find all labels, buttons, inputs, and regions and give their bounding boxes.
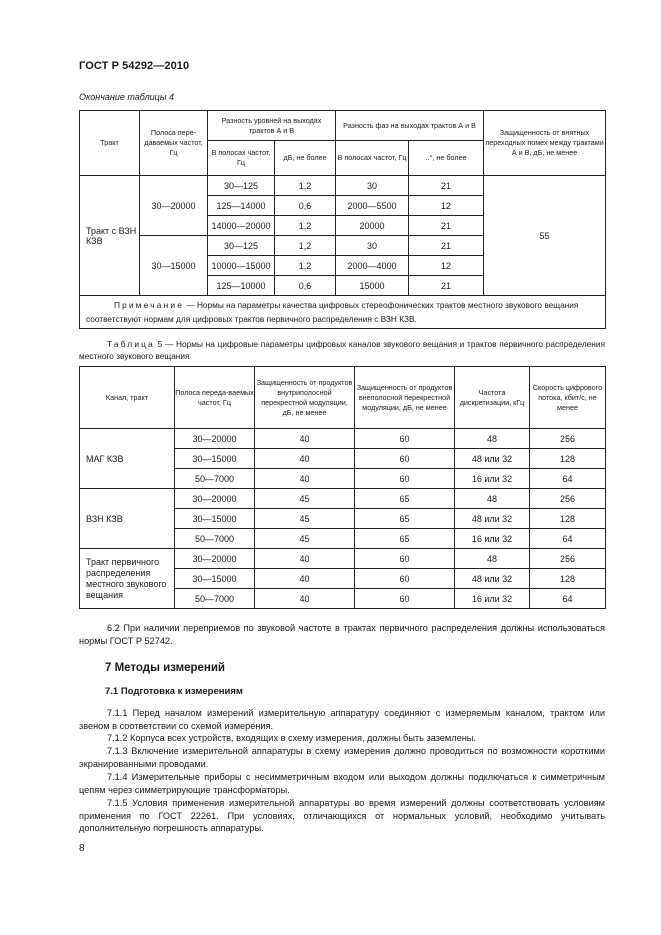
paragraph-7-1-3: 7.1.3 Включение измерительной аппаратуры в схему измерения должно проводиться по возможности короткими экранированными проводами.: [79, 746, 605, 769]
t5-head-sampling: Частота дискретизации, кГц: [455, 367, 530, 429]
document-header: ГОСТ Р 54292—2010: [79, 60, 190, 72]
t5-cell: 256: [530, 549, 606, 569]
t5-cell: 45: [255, 529, 355, 549]
paragraph-6-2: 6.2 При наличии переприемов по звуковой частоте в трактах первичного распределения должны использоваться нормы ГОСТ Р 52742.: [79, 623, 605, 646]
t5-cell: 60: [355, 449, 455, 469]
t4-note: [80, 296, 606, 329]
t5-cell: 50—7000: [175, 529, 255, 549]
t4-band-cell: 30—15000: [140, 236, 208, 296]
t5-cell: 40: [255, 569, 355, 589]
t4-cell: 21: [409, 176, 484, 196]
t5-cell: 65: [355, 509, 455, 529]
t5-cell: 16 или 32: [455, 469, 530, 489]
t5-cell: 60: [355, 469, 455, 489]
t4-cell: 0,6: [275, 196, 336, 216]
t5-cell: 30—15000: [175, 449, 255, 469]
t5-cell: 30—20000: [175, 489, 255, 509]
t4-cell: 14000—20000: [208, 216, 275, 236]
t4-cell: 125—10000: [208, 276, 275, 296]
t5-cell: 40: [255, 429, 355, 449]
t4-cell: 20000: [336, 216, 409, 236]
t5-cell: 40: [255, 549, 355, 569]
t5-cell: 65: [355, 529, 455, 549]
table-row: [80, 429, 606, 449]
paragraph-7-1-2: 7.1.2 Корпуса всех устройств, входящих в схему измерения, должны быть заземлены.: [107, 733, 476, 743]
t4-cell: 15000: [336, 276, 409, 296]
t4-head-protection: Защищенность от внятных переходных помех между трактами А и В, дБ, не менее: [484, 111, 606, 176]
t4-band-cell: 30—20000: [140, 176, 208, 236]
t4-cell: 2000—4000: [336, 256, 409, 276]
table-row: [80, 489, 606, 509]
t4-trakt-label: Тракт с ВЗН КЗВ: [80, 176, 140, 296]
table5-caption-text: 5 — Нормы на цифровые параметры цифровых каналов звукового вещания и трактов первичного распределения местного звукового вещания: [79, 339, 605, 361]
t4-cell: 21: [409, 236, 484, 256]
t5-cell: 40: [255, 589, 355, 609]
t5-head-bitrate: Скорость цифрового потока, кбит/с, не менее: [530, 367, 606, 429]
table5-caption-label: Таблица: [107, 339, 155, 349]
t4-cell: 12: [409, 256, 484, 276]
t5-head-band: Полоса переда-ваемых частот, Гц: [175, 367, 255, 429]
t4-cell: 30—125: [208, 236, 275, 256]
t5-cell: 45: [255, 489, 355, 509]
t5-cell: 64: [530, 529, 606, 549]
t5-head-in-band: Защищенность от продуктов внутриполосной перекрестной модуляции, дБ, не менее: [255, 367, 355, 429]
t5-cell: 60: [355, 549, 455, 569]
note-label: Примечание: [114, 300, 185, 310]
table4-caption: Окончание таблицы 4: [79, 92, 174, 102]
t5-cell: 50—7000: [175, 469, 255, 489]
t4-head-level-db: дБ, не более: [275, 141, 336, 176]
section-7-1-heading: 7.1 Подготовка к измерениям: [105, 686, 243, 697]
t4-head-level-bands: В полосах частот, Гц: [208, 141, 275, 176]
t4-cell: 1,2: [275, 216, 336, 236]
t5-head-channel: Канал, тракт: [80, 367, 175, 429]
t5-cell: 256: [530, 429, 606, 449]
t5-cell: 40: [255, 469, 355, 489]
table-4: [79, 110, 606, 329]
t4-head-phase-deg: ..°, не более: [409, 141, 484, 176]
t5-cell: 48: [455, 549, 530, 569]
t5-cell: 30—15000: [175, 569, 255, 589]
t5-cell: 50—7000: [175, 589, 255, 609]
t4-cell: 30—125: [208, 176, 275, 196]
t5-cell: 40: [255, 449, 355, 469]
t5-cell: 48 или 32: [455, 449, 530, 469]
t5-cell: 48 или 32: [455, 569, 530, 589]
t4-cell: 21: [409, 276, 484, 296]
t5-cell: 128: [530, 569, 606, 589]
t5-channel-name: ВЗН КЗВ: [80, 489, 175, 549]
table5-caption: [79, 338, 605, 362]
t5-cell: 30—20000: [175, 429, 255, 449]
t5-cell: 16 или 32: [455, 529, 530, 549]
t4-cell: 21: [409, 216, 484, 236]
t5-cell: 30—20000: [175, 549, 255, 569]
t5-channel-name: МАГ КЗВ: [80, 429, 175, 489]
t5-head-out-band: Защищенность от продуктов внеполосной перекрестной модуляции, дБ, не менее: [355, 367, 455, 429]
t5-cell: 128: [530, 509, 606, 529]
t4-cell: 1,2: [275, 176, 336, 196]
paragraph-7-1-4: 7.1.4 Измерительные приборы с несимметричным входом или выходом должны подключаться к симметричным цепям через симметрирующие трансформаторы.: [79, 772, 605, 795]
t5-cell: 60: [355, 589, 455, 609]
paragraph-7-1-1: 7.1.1 Перед началом измерений измерительную аппаратуру соединяют с измеряемым каналом, трактом или звеном в соответствии со схемой измерения.: [79, 708, 605, 731]
t4-cell: 125—14000: [208, 196, 275, 216]
t5-cell: 45: [255, 509, 355, 529]
t5-cell: 64: [530, 469, 606, 489]
t5-cell: 16 или 32: [455, 589, 530, 609]
t4-cell: 2000—5500: [336, 196, 409, 216]
t4-head-trakt: Тракт: [80, 111, 140, 176]
t5-cell: 65: [355, 489, 455, 509]
t4-cell: 1,2: [275, 256, 336, 276]
table-row: [80, 176, 606, 196]
section-7-heading: 7 Методы измерений: [105, 662, 225, 674]
t4-head-phase-bands: В полосах частот, Гц: [336, 141, 409, 176]
t5-cell: 60: [355, 429, 455, 449]
t5-cell: 64: [530, 589, 606, 609]
t4-protection-value: 55: [484, 176, 606, 296]
t5-cell: 48: [455, 429, 530, 449]
t5-channel-name: Тракт первичного распределения местного звукового вещания: [80, 549, 175, 609]
t4-cell: 0,6: [275, 276, 336, 296]
t4-cell: 30: [336, 236, 409, 256]
t5-cell: 48 или 32: [455, 509, 530, 529]
page-number: 8: [79, 843, 85, 854]
t4-cell: 12: [409, 196, 484, 216]
t4-cell: 1,2: [275, 236, 336, 256]
t5-cell: 48: [455, 489, 530, 509]
t4-head-phase-group: Разность фаз на выходах трактов А и В: [336, 111, 484, 141]
t4-cell: 10000—15000: [208, 256, 275, 276]
table-5: [79, 366, 606, 609]
t4-cell: 30: [336, 176, 409, 196]
t5-cell: 30—15000: [175, 509, 255, 529]
note-text: — Нормы на параметры качества цифровых стереофонических трактов местного звукового вещания соответствуют нормам для цифровых трактов первичного распределения с ВЗН КЗВ.: [86, 300, 579, 324]
t5-cell: 60: [355, 569, 455, 589]
paragraph-7-1-5: 7.1.5 Условия применения измерительной аппаратуры во время измерений должны соответствовать условиям применения по ГОСТ 22261. При условиях, отличающихся от нормальных условий, необходимо учитывать дополнительную погрешность аппаратуры.: [79, 798, 605, 833]
t4-head-band: Полоса пере-даваемых частот, Гц: [140, 111, 208, 176]
table-row: [80, 549, 606, 569]
t5-cell: 256: [530, 489, 606, 509]
t5-cell: 128: [530, 449, 606, 469]
t4-head-level-group: Разность уровней на выходах трактов А и В: [208, 111, 336, 141]
